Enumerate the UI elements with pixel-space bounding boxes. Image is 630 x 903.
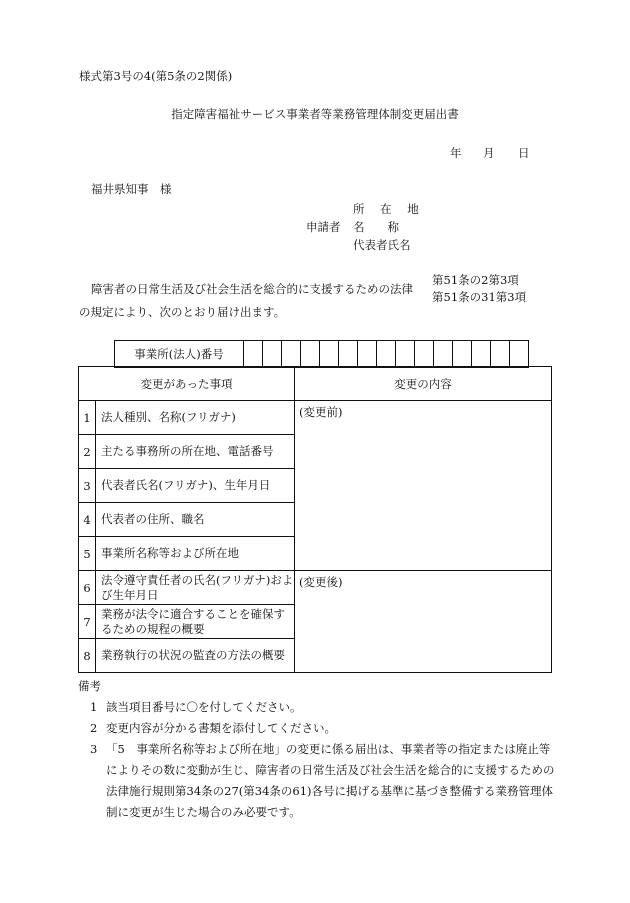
- business-number-digit[interactable]: [434, 341, 453, 368]
- business-number-digit[interactable]: [358, 341, 377, 368]
- business-number-digit[interactable]: [301, 341, 320, 368]
- business-number-digit[interactable]: [377, 341, 396, 368]
- item-number[interactable]: 1: [79, 401, 96, 435]
- item-number[interactable]: 2: [79, 435, 96, 469]
- item-label: 業務執行の状況の監査の方法の概要: [96, 639, 295, 673]
- note-number: 3: [90, 742, 98, 756]
- item-number[interactable]: 4: [79, 503, 96, 537]
- after-change-cell[interactable]: [295, 571, 552, 673]
- business-number-digit[interactable]: [510, 341, 529, 368]
- note-text: 変更内容が分かる書類を添付してください。: [106, 721, 336, 735]
- page-title: 指定障害福祉サービス事業者等業務管理体制変更届出書: [171, 107, 459, 121]
- item-label: 法令遵守責任者の氏名(フリガナ)および生年月日: [96, 571, 295, 605]
- notes-heading: 備考: [78, 679, 101, 693]
- note-text: 「5 事業所名称等および所在地」の変更に係る届出は、事業者等の指定または廃止等によりその数に変動が生じ、障害者の日常生活及び社会生活を総合的に支援するための法律施行規則第34条の27(第34条の61)各号に掲げる基準に基づき整備する業務管理体制に変更が生じた場合のみ必要です。: [106, 742, 555, 819]
- item-label: 主たる事務所の所在地、電話番号: [96, 435, 295, 469]
- item-number[interactable]: 3: [79, 469, 96, 503]
- business-number-digit[interactable]: [472, 341, 491, 368]
- date-month: 月: [483, 146, 495, 160]
- address-label: 所 在 地: [353, 202, 425, 216]
- item-number[interactable]: 7: [79, 605, 96, 639]
- representative-label: 代表者氏名: [353, 238, 411, 252]
- applicant-label: 申請者: [306, 220, 341, 234]
- date-day: 日: [518, 146, 530, 160]
- note-number: 2: [90, 721, 98, 735]
- item-label: 法人種別、名称(フリガナ): [96, 401, 295, 435]
- body-text-line1: 障害者の日常生活及び社会生活を総合的に支援するための法律: [91, 282, 413, 296]
- note-number: 1: [90, 700, 98, 714]
- header-changed-items: 変更があった事項: [79, 367, 295, 401]
- after-change-label: (変更後): [299, 575, 343, 589]
- date-year: 年: [450, 146, 462, 160]
- item-number[interactable]: 5: [79, 537, 96, 571]
- body-text-line2: の規定により、次のとおり届け出ます。: [79, 305, 286, 319]
- form-number: 様式第3号の4(第5条の2関係): [79, 69, 233, 83]
- business-number-digit[interactable]: [263, 341, 282, 368]
- note-item: [78, 718, 558, 739]
- before-change-label: (変更前): [299, 405, 343, 419]
- business-number-digit[interactable]: [453, 341, 472, 368]
- item-number[interactable]: 6: [79, 571, 96, 605]
- item-label: 代表者の住所、職名: [96, 503, 295, 537]
- change-table: [78, 366, 552, 673]
- business-number-digit[interactable]: [282, 341, 301, 368]
- business-number-digit[interactable]: [396, 341, 415, 368]
- business-number-digit[interactable]: [415, 341, 434, 368]
- article-1: 第51条の2第3項: [432, 273, 519, 287]
- item-label: 代表者氏名(フリガナ)、生年月日: [96, 469, 295, 503]
- article-2: 第51条の31第3項: [432, 290, 527, 304]
- item-label: 事業所名称等および所在地: [96, 537, 295, 571]
- business-number-table: [114, 340, 529, 368]
- business-number-digit[interactable]: [339, 341, 358, 368]
- business-number-label: 事業所(法人)番号: [115, 341, 244, 368]
- note-text: 該当項目番号に〇を付してください。: [106, 700, 302, 714]
- name-label: 名 称: [353, 220, 399, 234]
- before-change-cell[interactable]: [295, 401, 552, 571]
- note-item: [78, 739, 558, 823]
- item-number[interactable]: 8: [79, 639, 96, 673]
- note-item: [78, 697, 558, 718]
- item-label: 業務が法令に適合することを確保するための規程の概要: [96, 605, 295, 639]
- notes-section: [78, 676, 558, 823]
- business-number-digit[interactable]: [491, 341, 510, 368]
- addressee: 福井県知事 様: [91, 182, 172, 196]
- business-number-digit[interactable]: [320, 341, 339, 368]
- business-number-digit[interactable]: [244, 341, 263, 368]
- header-change-content: 変更の内容: [295, 367, 552, 401]
